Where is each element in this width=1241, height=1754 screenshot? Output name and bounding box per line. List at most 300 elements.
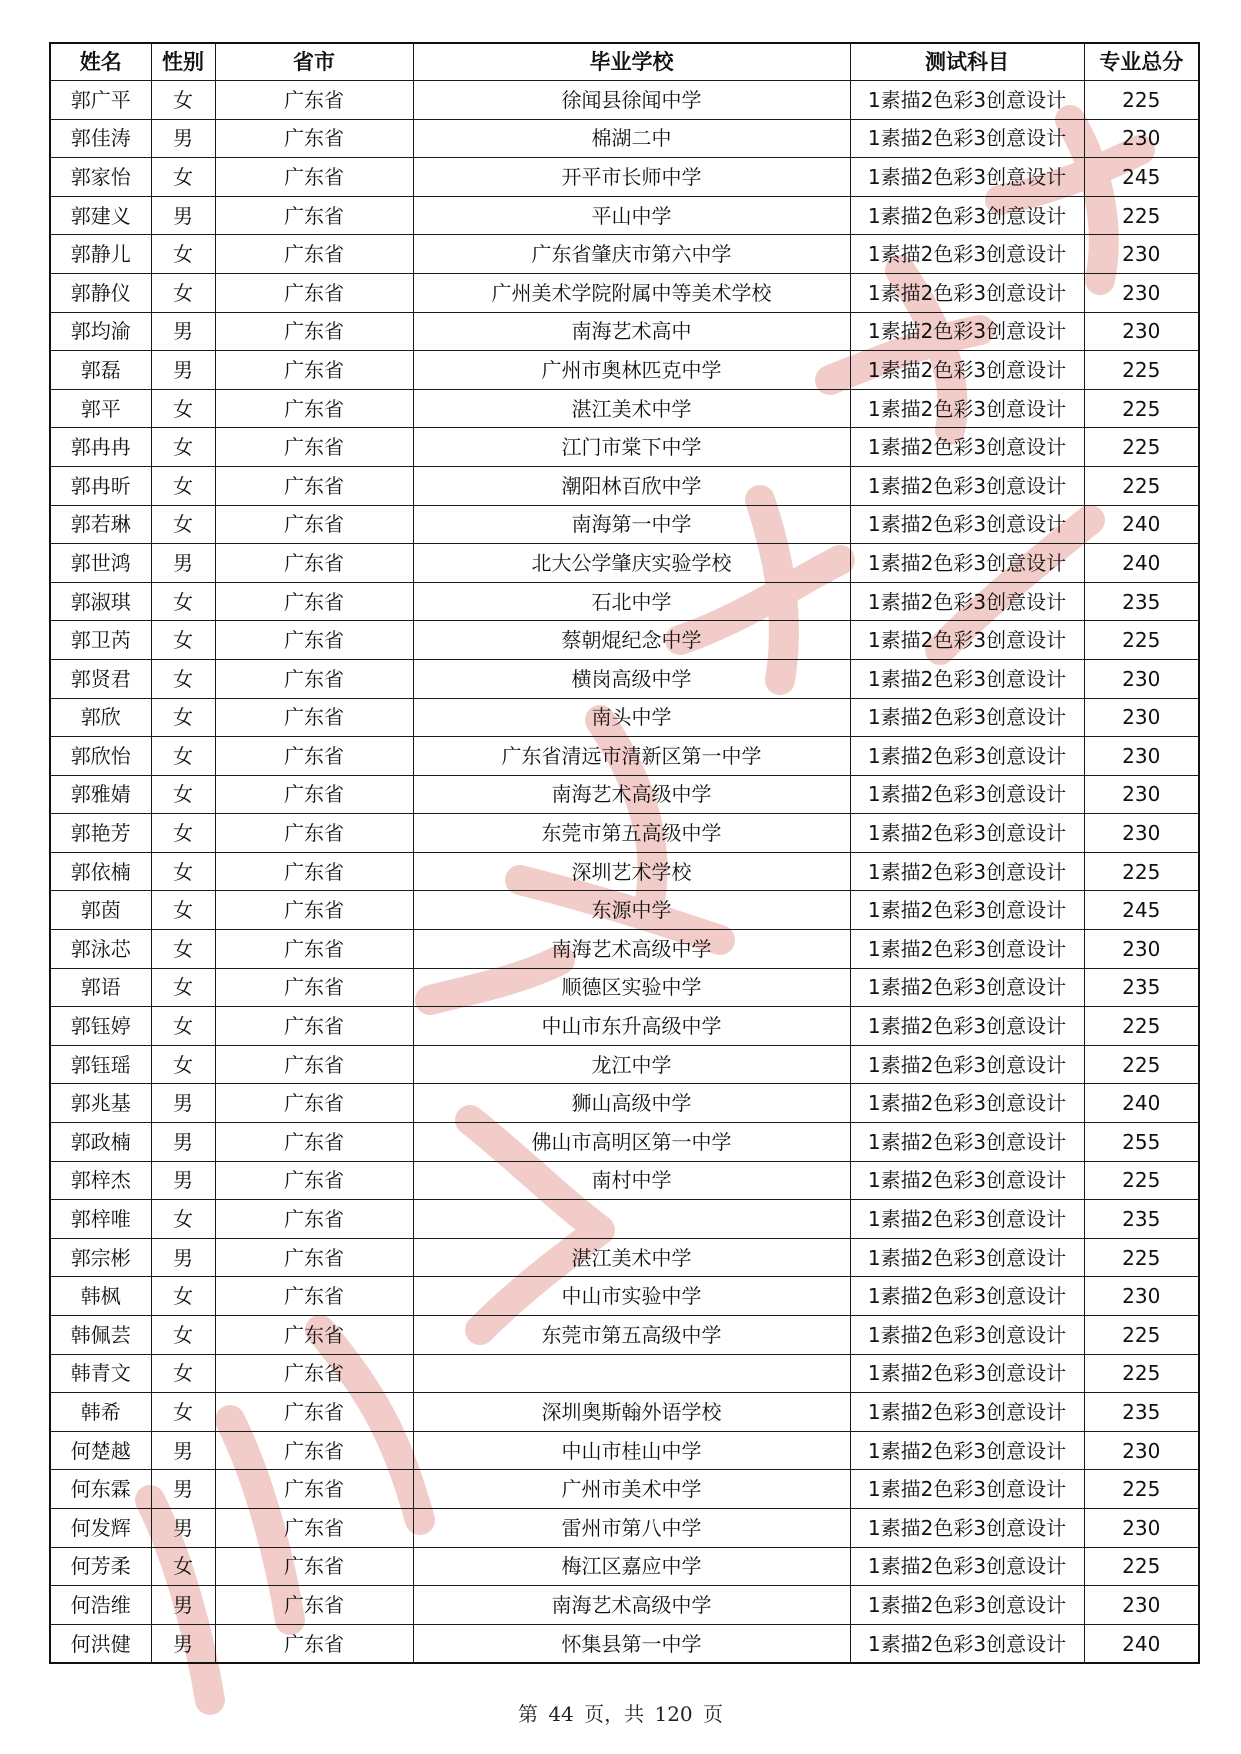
cell-total-score: 225 <box>1084 621 1199 660</box>
cell-subjects: 1素描2色彩3创意设计 <box>850 1547 1084 1586</box>
table-row <box>50 930 1199 969</box>
table-row <box>50 737 1199 776</box>
cell-name: 郭艳芳 <box>50 814 151 853</box>
cell-gender: 女 <box>151 81 215 120</box>
cell-school: 平山中学 <box>413 196 850 235</box>
cell-province: 广东省 <box>215 659 413 698</box>
cell-province: 广东省 <box>215 1586 413 1625</box>
cell-name: 郭建义 <box>50 196 151 235</box>
cell-name: 郭钰婷 <box>50 1007 151 1046</box>
table-row <box>50 1470 1199 1509</box>
cell-province: 广东省 <box>215 1200 413 1239</box>
cell-subjects: 1素描2色彩3创意设计 <box>850 737 1084 776</box>
cell-total-score: 225 <box>1084 351 1199 390</box>
cell-province: 广东省 <box>215 737 413 776</box>
table-row <box>50 1045 1199 1084</box>
cell-subjects: 1素描2色彩3创意设计 <box>850 273 1084 312</box>
cell-gender: 男 <box>151 1123 215 1162</box>
cell-total-score: 230 <box>1084 698 1199 737</box>
cell-gender: 男 <box>151 1084 215 1123</box>
cell-subjects: 1素描2色彩3创意设计 <box>850 1354 1084 1393</box>
cell-subjects: 1素描2色彩3创意设计 <box>850 1508 1084 1547</box>
cell-school: 广东省清远市清新区第一中学 <box>413 737 850 776</box>
cell-school: 东源中学 <box>413 891 850 930</box>
cell-province: 广东省 <box>215 428 413 467</box>
cell-total-score: 235 <box>1084 1200 1199 1239</box>
cell-province: 广东省 <box>215 1624 413 1663</box>
cell-gender: 女 <box>151 852 215 891</box>
cell-school: 湛江美术中学 <box>413 1238 850 1277</box>
cell-subjects: 1素描2色彩3创意设计 <box>850 351 1084 390</box>
cell-gender: 女 <box>151 273 215 312</box>
table-row <box>50 544 1199 583</box>
page-separator: 页，共 <box>584 1702 645 1726</box>
cell-province: 广东省 <box>215 273 413 312</box>
cell-subjects: 1素描2色彩3创意设计 <box>850 814 1084 853</box>
cell-school: 中山市实验中学 <box>413 1277 850 1316</box>
cell-school: 南海艺术高级中学 <box>413 775 850 814</box>
cell-subjects: 1素描2色彩3创意设计 <box>850 158 1084 197</box>
cell-name: 郭欣 <box>50 698 151 737</box>
cell-province: 广东省 <box>215 1045 413 1084</box>
cell-total-score: 245 <box>1084 891 1199 930</box>
cell-subjects: 1素描2色彩3创意设计 <box>850 389 1084 428</box>
cell-province: 广东省 <box>215 1161 413 1200</box>
cell-name: 韩佩芸 <box>50 1316 151 1355</box>
table-row <box>50 891 1199 930</box>
cell-name: 韩希 <box>50 1393 151 1432</box>
cell-subjects: 1素描2色彩3创意设计 <box>850 428 1084 467</box>
cell-name: 郭冉冉 <box>50 428 151 467</box>
cell-school: 深圳奥斯翰外语学校 <box>413 1393 850 1432</box>
cell-name: 郭泳芯 <box>50 930 151 969</box>
cell-school: 中山市东升高级中学 <box>413 1007 850 1046</box>
cell-province: 广东省 <box>215 1508 413 1547</box>
cell-name: 何东霖 <box>50 1470 151 1509</box>
cell-total-score: 225 <box>1084 1161 1199 1200</box>
cell-school: 顺德区实验中学 <box>413 968 850 1007</box>
cell-total-score: 240 <box>1084 1624 1199 1663</box>
cell-province: 广东省 <box>215 505 413 544</box>
cell-name: 郭家怡 <box>50 158 151 197</box>
page-suffix: 页 <box>703 1702 724 1726</box>
cell-school <box>413 1200 850 1239</box>
cell-name: 郭若琳 <box>50 505 151 544</box>
cell-school: 东莞市第五高级中学 <box>413 1316 850 1355</box>
cell-total-score: 225 <box>1084 1470 1199 1509</box>
cell-province: 广东省 <box>215 930 413 969</box>
cell-school: 南村中学 <box>413 1161 850 1200</box>
cell-province: 广东省 <box>215 312 413 351</box>
cell-subjects: 1素描2色彩3创意设计 <box>850 698 1084 737</box>
table-row <box>50 775 1199 814</box>
table-row <box>50 1200 1199 1239</box>
cell-total-score: 235 <box>1084 968 1199 1007</box>
cell-name: 郭均渝 <box>50 312 151 351</box>
cell-gender: 男 <box>151 1238 215 1277</box>
table-row <box>50 351 1199 390</box>
cell-name: 何芳柔 <box>50 1547 151 1586</box>
cell-gender: 女 <box>151 737 215 776</box>
cell-name: 郭欣怡 <box>50 737 151 776</box>
cell-gender: 女 <box>151 389 215 428</box>
cell-school: 怀集县第一中学 <box>413 1624 850 1663</box>
cell-gender: 女 <box>151 621 215 660</box>
table-row <box>50 1354 1199 1393</box>
cell-subjects: 1素描2色彩3创意设计 <box>850 1123 1084 1162</box>
cell-name: 郭兆基 <box>50 1084 151 1123</box>
table-row <box>50 582 1199 621</box>
table-row <box>50 1238 1199 1277</box>
cell-total-score: 225 <box>1084 1045 1199 1084</box>
cell-province: 广东省 <box>215 158 413 197</box>
cell-total-score: 230 <box>1084 312 1199 351</box>
cell-total-score: 230 <box>1084 235 1199 274</box>
cell-school: 南海第一中学 <box>413 505 850 544</box>
table-row <box>50 1624 1199 1663</box>
cell-school: 横岗高级中学 <box>413 659 850 698</box>
cell-province: 广东省 <box>215 235 413 274</box>
cell-gender: 女 <box>151 1547 215 1586</box>
cell-name: 韩青文 <box>50 1354 151 1393</box>
table-row <box>50 505 1199 544</box>
cell-gender: 男 <box>151 1586 215 1625</box>
cell-school: 江门市棠下中学 <box>413 428 850 467</box>
table-row <box>50 814 1199 853</box>
table-row <box>50 1431 1199 1470</box>
cell-subjects: 1素描2色彩3创意设计 <box>850 1045 1084 1084</box>
total-pages: 120 <box>654 1702 693 1726</box>
cell-gender: 男 <box>151 1624 215 1663</box>
cell-school: 广州市奥林匹克中学 <box>413 351 850 390</box>
cell-total-score: 230 <box>1084 1277 1199 1316</box>
header-school: 毕业学校 <box>413 43 850 81</box>
table-row <box>50 1277 1199 1316</box>
cell-school: 石北中学 <box>413 582 850 621</box>
cell-name: 郭静仪 <box>50 273 151 312</box>
cell-name: 郭钰瑶 <box>50 1045 151 1084</box>
cell-name: 何浩维 <box>50 1586 151 1625</box>
cell-total-score: 240 <box>1084 505 1199 544</box>
cell-total-score: 225 <box>1084 81 1199 120</box>
cell-name: 郭宗彬 <box>50 1238 151 1277</box>
cell-gender: 男 <box>151 312 215 351</box>
header-province: 省市 <box>215 43 413 81</box>
table-row <box>50 1161 1199 1200</box>
cell-total-score: 230 <box>1084 775 1199 814</box>
cell-gender: 女 <box>151 1354 215 1393</box>
cell-name: 何楚越 <box>50 1431 151 1470</box>
cell-school: 棉湖二中 <box>413 119 850 158</box>
cell-total-score: 225 <box>1084 1354 1199 1393</box>
cell-gender: 女 <box>151 158 215 197</box>
cell-school: 龙江中学 <box>413 1045 850 1084</box>
cell-school: 中山市桂山中学 <box>413 1431 850 1470</box>
cell-subjects: 1素描2色彩3创意设计 <box>850 544 1084 583</box>
cell-subjects: 1素描2色彩3创意设计 <box>850 1007 1084 1046</box>
cell-subjects: 1素描2色彩3创意设计 <box>850 1316 1084 1355</box>
cell-gender: 女 <box>151 582 215 621</box>
cell-gender: 女 <box>151 1045 215 1084</box>
cell-name: 郭磊 <box>50 351 151 390</box>
cell-subjects: 1素描2色彩3创意设计 <box>850 119 1084 158</box>
cell-gender: 女 <box>151 1316 215 1355</box>
cell-total-score: 240 <box>1084 1084 1199 1123</box>
table-row <box>50 659 1199 698</box>
cell-total-score: 225 <box>1084 428 1199 467</box>
header-subjects: 测试科目 <box>850 43 1084 81</box>
cell-subjects: 1素描2色彩3创意设计 <box>850 505 1084 544</box>
table-row <box>50 158 1199 197</box>
cell-subjects: 1素描2色彩3创意设计 <box>850 1238 1084 1277</box>
cell-name: 何发辉 <box>50 1508 151 1547</box>
table-row <box>50 1316 1199 1355</box>
cell-total-score: 255 <box>1084 1123 1199 1162</box>
cell-province: 广东省 <box>215 1123 413 1162</box>
cell-total-score: 225 <box>1084 1316 1199 1355</box>
cell-name: 郭政楠 <box>50 1123 151 1162</box>
cell-school: 南海艺术高中 <box>413 312 850 351</box>
cell-province: 广东省 <box>215 1277 413 1316</box>
cell-province: 广东省 <box>215 119 413 158</box>
cell-total-score: 225 <box>1084 466 1199 505</box>
cell-subjects: 1素描2色彩3创意设计 <box>850 968 1084 1007</box>
cell-subjects: 1素描2色彩3创意设计 <box>850 891 1084 930</box>
table-row <box>50 1508 1199 1547</box>
cell-total-score: 225 <box>1084 389 1199 428</box>
cell-province: 广东省 <box>215 1084 413 1123</box>
cell-name: 郭茵 <box>50 891 151 930</box>
cell-province: 广东省 <box>215 351 413 390</box>
cell-school: 北大公学肇庆实验学校 <box>413 544 850 583</box>
cell-province: 广东省 <box>215 891 413 930</box>
cell-school: 深圳艺术学校 <box>413 852 850 891</box>
header-name: 姓名 <box>50 43 151 81</box>
cell-school: 南海艺术高级中学 <box>413 930 850 969</box>
cell-school: 湛江美术中学 <box>413 389 850 428</box>
cell-province: 广东省 <box>215 1393 413 1432</box>
cell-subjects: 1素描2色彩3创意设计 <box>850 312 1084 351</box>
cell-gender: 男 <box>151 1431 215 1470</box>
table-row <box>50 428 1199 467</box>
cell-total-score: 230 <box>1084 659 1199 698</box>
cell-school: 南海艺术高级中学 <box>413 1586 850 1625</box>
cell-gender: 男 <box>151 351 215 390</box>
cell-total-score: 245 <box>1084 158 1199 197</box>
table-row <box>50 852 1199 891</box>
cell-total-score: 230 <box>1084 737 1199 776</box>
cell-gender: 男 <box>151 1508 215 1547</box>
table-row <box>50 1586 1199 1625</box>
table-row <box>50 119 1199 158</box>
cell-school: 开平市长师中学 <box>413 158 850 197</box>
cell-province: 广东省 <box>215 1238 413 1277</box>
cell-gender: 男 <box>151 196 215 235</box>
table-row <box>50 621 1199 660</box>
cell-school: 东莞市第五高级中学 <box>413 814 850 853</box>
cell-subjects: 1素描2色彩3创意设计 <box>850 930 1084 969</box>
cell-total-score: 230 <box>1084 1508 1199 1547</box>
table-row <box>50 1084 1199 1123</box>
cell-subjects: 1素描2色彩3创意设计 <box>850 1624 1084 1663</box>
cell-total-score: 240 <box>1084 544 1199 583</box>
cell-gender: 女 <box>151 1007 215 1046</box>
table-row <box>50 1547 1199 1586</box>
cell-province: 广东省 <box>215 1007 413 1046</box>
table-row <box>50 1393 1199 1432</box>
cell-subjects: 1素描2色彩3创意设计 <box>850 1586 1084 1625</box>
cell-subjects: 1素描2色彩3创意设计 <box>850 1084 1084 1123</box>
cell-total-score: 230 <box>1084 273 1199 312</box>
cell-total-score: 230 <box>1084 814 1199 853</box>
cell-province: 广东省 <box>215 1316 413 1355</box>
cell-gender: 男 <box>151 544 215 583</box>
page-number: 44 <box>548 1702 574 1726</box>
table-row <box>50 389 1199 428</box>
cell-name: 郭语 <box>50 968 151 1007</box>
cell-gender: 男 <box>151 1470 215 1509</box>
cell-province: 广东省 <box>215 814 413 853</box>
cell-school: 蔡朝焜纪念中学 <box>413 621 850 660</box>
cell-subjects: 1素描2色彩3创意设计 <box>850 1161 1084 1200</box>
cell-name: 郭广平 <box>50 81 151 120</box>
cell-school <box>413 1354 850 1393</box>
cell-gender: 女 <box>151 1277 215 1316</box>
cell-subjects: 1素描2色彩3创意设计 <box>850 852 1084 891</box>
cell-province: 广东省 <box>215 466 413 505</box>
cell-total-score: 235 <box>1084 1393 1199 1432</box>
cell-gender: 女 <box>151 775 215 814</box>
cell-total-score: 230 <box>1084 930 1199 969</box>
cell-subjects: 1素描2色彩3创意设计 <box>850 659 1084 698</box>
cell-gender: 女 <box>151 930 215 969</box>
cell-name: 郭雅婧 <box>50 775 151 814</box>
cell-province: 广东省 <box>215 968 413 1007</box>
table-row <box>50 273 1199 312</box>
cell-gender: 女 <box>151 968 215 1007</box>
cell-total-score: 230 <box>1084 119 1199 158</box>
cell-total-score: 225 <box>1084 196 1199 235</box>
cell-name: 郭世鸿 <box>50 544 151 583</box>
cell-total-score: 230 <box>1084 1431 1199 1470</box>
cell-school: 徐闻县徐闻中学 <box>413 81 850 120</box>
cell-gender: 女 <box>151 428 215 467</box>
cell-school: 佛山市高明区第一中学 <box>413 1123 850 1162</box>
cell-total-score: 225 <box>1084 1547 1199 1586</box>
cell-province: 广东省 <box>215 1470 413 1509</box>
cell-subjects: 1素描2色彩3创意设计 <box>850 466 1084 505</box>
table-row <box>50 968 1199 1007</box>
cell-gender: 女 <box>151 1200 215 1239</box>
table-row <box>50 312 1199 351</box>
cell-subjects: 1素描2色彩3创意设计 <box>850 1431 1084 1470</box>
page-prefix: 第 <box>517 1702 538 1726</box>
cell-total-score: 225 <box>1084 1238 1199 1277</box>
cell-gender: 女 <box>151 814 215 853</box>
cell-province: 广东省 <box>215 1354 413 1393</box>
score-table <box>49 42 1200 1664</box>
cell-province: 广东省 <box>215 196 413 235</box>
cell-gender: 女 <box>151 698 215 737</box>
cell-gender: 女 <box>151 659 215 698</box>
header-gender: 性别 <box>151 43 215 81</box>
cell-school: 梅江区嘉应中学 <box>413 1547 850 1586</box>
cell-gender: 女 <box>151 235 215 274</box>
cell-subjects: 1素描2色彩3创意设计 <box>850 775 1084 814</box>
table-row <box>50 698 1199 737</box>
cell-name: 郭贤君 <box>50 659 151 698</box>
cell-subjects: 1素描2色彩3创意设计 <box>850 621 1084 660</box>
cell-gender: 女 <box>151 891 215 930</box>
cell-name: 郭静儿 <box>50 235 151 274</box>
table-row <box>50 1007 1199 1046</box>
cell-subjects: 1素描2色彩3创意设计 <box>850 1470 1084 1509</box>
cell-subjects: 1素描2色彩3创意设计 <box>850 1393 1084 1432</box>
cell-school: 广东省肇庆市第六中学 <box>413 235 850 274</box>
header-total-score: 专业总分 <box>1084 43 1199 81</box>
cell-province: 广东省 <box>215 852 413 891</box>
cell-province: 广东省 <box>215 81 413 120</box>
cell-gender: 男 <box>151 1161 215 1200</box>
table-row <box>50 196 1199 235</box>
cell-name: 郭冉昕 <box>50 466 151 505</box>
cell-school: 南头中学 <box>413 698 850 737</box>
table-body <box>50 81 1199 1664</box>
cell-province: 广东省 <box>215 389 413 428</box>
table-row <box>50 235 1199 274</box>
cell-name: 何洪健 <box>50 1624 151 1663</box>
table-row <box>50 81 1199 120</box>
cell-name: 郭梓唯 <box>50 1200 151 1239</box>
cell-name: 郭淑琪 <box>50 582 151 621</box>
cell-school: 雷州市第八中学 <box>413 1508 850 1547</box>
cell-province: 广东省 <box>215 582 413 621</box>
cell-subjects: 1素描2色彩3创意设计 <box>850 196 1084 235</box>
cell-school: 广州市美术中学 <box>413 1470 850 1509</box>
cell-total-score: 235 <box>1084 582 1199 621</box>
cell-gender: 男 <box>151 119 215 158</box>
cell-province: 广东省 <box>215 544 413 583</box>
cell-province: 广东省 <box>215 775 413 814</box>
cell-province: 广东省 <box>215 1547 413 1586</box>
cell-total-score: 230 <box>1084 1586 1199 1625</box>
cell-name: 郭平 <box>50 389 151 428</box>
cell-province: 广东省 <box>215 698 413 737</box>
cell-gender: 女 <box>151 505 215 544</box>
cell-school: 广州美术学院附属中等美术学校 <box>413 273 850 312</box>
cell-name: 郭梓杰 <box>50 1161 151 1200</box>
cell-province: 广东省 <box>215 621 413 660</box>
cell-school: 潮阳林百欣中学 <box>413 466 850 505</box>
table-header-row <box>50 43 1199 81</box>
cell-subjects: 1素描2色彩3创意设计 <box>850 81 1084 120</box>
cell-gender: 女 <box>151 1393 215 1432</box>
table-row <box>50 466 1199 505</box>
cell-name: 郭依楠 <box>50 852 151 891</box>
page-footer <box>0 1698 1241 1727</box>
cell-name: 韩枫 <box>50 1277 151 1316</box>
cell-school: 狮山高级中学 <box>413 1084 850 1123</box>
cell-province: 广东省 <box>215 1431 413 1470</box>
cell-subjects: 1素描2色彩3创意设计 <box>850 235 1084 274</box>
cell-subjects: 1素描2色彩3创意设计 <box>850 1277 1084 1316</box>
table-row <box>50 1123 1199 1162</box>
cell-total-score: 225 <box>1084 852 1199 891</box>
cell-subjects: 1素描2色彩3创意设计 <box>850 582 1084 621</box>
cell-subjects: 1素描2色彩3创意设计 <box>850 1200 1084 1239</box>
cell-gender: 女 <box>151 466 215 505</box>
cell-name: 郭佳涛 <box>50 119 151 158</box>
